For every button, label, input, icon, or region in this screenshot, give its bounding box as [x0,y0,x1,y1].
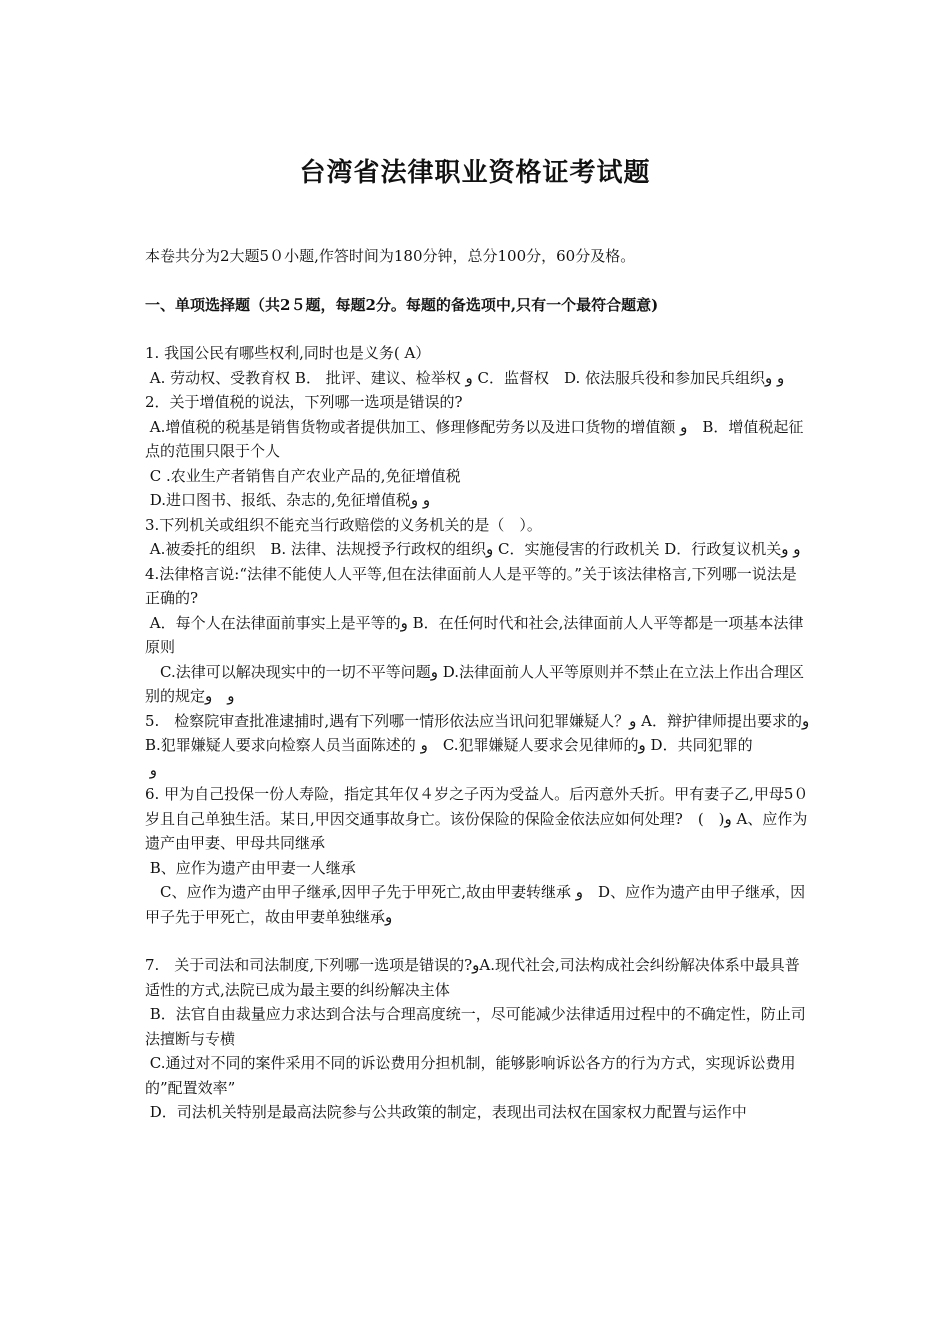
section-heading: 一、单项选择题（共2５题，每题2分。每题的备选项中,只有一个最符合题意) [145,295,659,314]
question-7: 7. 关于司法和司法制度,下列哪一选项是错误的?ﻭA.现代社会,司法构成社会纠纷解决体系中最具普适性的方式,法院已成为最主要的纠纷解决主体 [145,956,800,999]
question-2-option-c: C .农业生产者销售自产农业产品的,免征增值税 [145,466,461,485]
question-7-option-d: D．司法机关特别是最高法院参与公共政策的制定，表现出司法权在国家权力配置与运作中 [145,1103,747,1121]
question-3-options: A.被委托的组织 B. 法律、法规授予行政权的组织ﻭ C．实施侵害的行政机关 D．行政复议机关ﻭ ﻭ [145,540,801,558]
question-4-options-ab: A．每个人在法律面前事实上是平等的ﻭ B．在任何时代和社会,法律面前人人平等都是一项基本法律原则 [145,613,804,656]
question-6-option-b: B、应作为遗产由甲妻一人继承 [145,858,356,877]
spacer [145,929,810,953]
question-2-options-ab: A.增值税的税基是销售货物或者提供加工、修理修配劳务以及进口货物的增值额 ﻭ B．增值税起征点的范围只限于个人 [145,417,804,460]
question-1: 1. 我国公民有哪些权利,同时也是义务( A） [145,344,431,362]
question-1-options: A. 劳动权、受教育权 B． 批评、建议、检举权 ﻭ C．监督权 D. 依法服兵役和参加民兵组织ﻭ ﻭ [145,368,785,387]
question-2-option-d: D.进口图书、报纸、杂志的,免征增值税ﻭ ﻭ [145,491,431,509]
question-2: 2．关于增值税的说法，下列哪一选项是错误的? [145,393,463,411]
page-title: 台湾省法律职业资格证考试题 [299,158,651,188]
document-body [145,244,814,1125]
question-7-option-c: C.通过对不同的案件采用不同的诉讼费用分担机制，能够影响诉讼各方的行为方式，实现诉讼费用的”配置效率” [145,1054,796,1097]
question-7-option-b: B．法官自由裁量应力求达到合法与合理高度统一，尽可能减少法律适用过程中的不确定性，防止司法擅断与专横 [145,1005,806,1048]
question-3: 3.下列机关或组织不能充当行政赔偿的义务机关的是（ ）。 [145,515,542,534]
question-4-options-cd: C.法律可以解决现实中的一切不平等问题ﻭ D.法律面前人人平等原则并不禁止在立法上作出合理区别的规定ﻭ ﻭ [145,662,804,705]
question-5-tail: ﻭ [145,760,158,779]
question-6: 6. 甲为自己投保一份人寿险，指定其年仅４岁之子丙为受益人。后丙意外夭折。甲有妻子乙,甲母5０岁且自己单独生活。某日,甲因交通事故身亡。该份保险的保险金依法应如何处理? ( )ﻭ A、应作为遗产由甲妻、甲母共同继承 [145,785,809,852]
question-4: 4.法律格言说:“法律不能使人人平等,但在法律面前人人是平等的。”关于该法律格言,下列哪一说法是正确的? [145,564,797,607]
exam-intro: 本卷共分为2大题5０小题,作答时间为180分钟，总分100分，60分及格。 [145,247,636,265]
question-5: 5. 检察院审查批准逮捕时,遇有下列哪一情形依法应当讯问犯罪嫌疑人？ﻭ A．辩护律师提出要求的ﻭ B.犯罪嫌疑人要求向检察人员当面陈述的 ﻭ C.犯罪嫌疑人要求会见律师的ﻭ D．共同犯罪的 [145,711,814,754]
question-6-options-cd: C、应作为遗产由甲子继承,因甲子先于甲死亡,故由甲妻转继承 ﻭ D、应作为遗产由甲子继承，因甲子先于甲死亡，故由甲妻单独继承ﻭ [145,883,806,926]
